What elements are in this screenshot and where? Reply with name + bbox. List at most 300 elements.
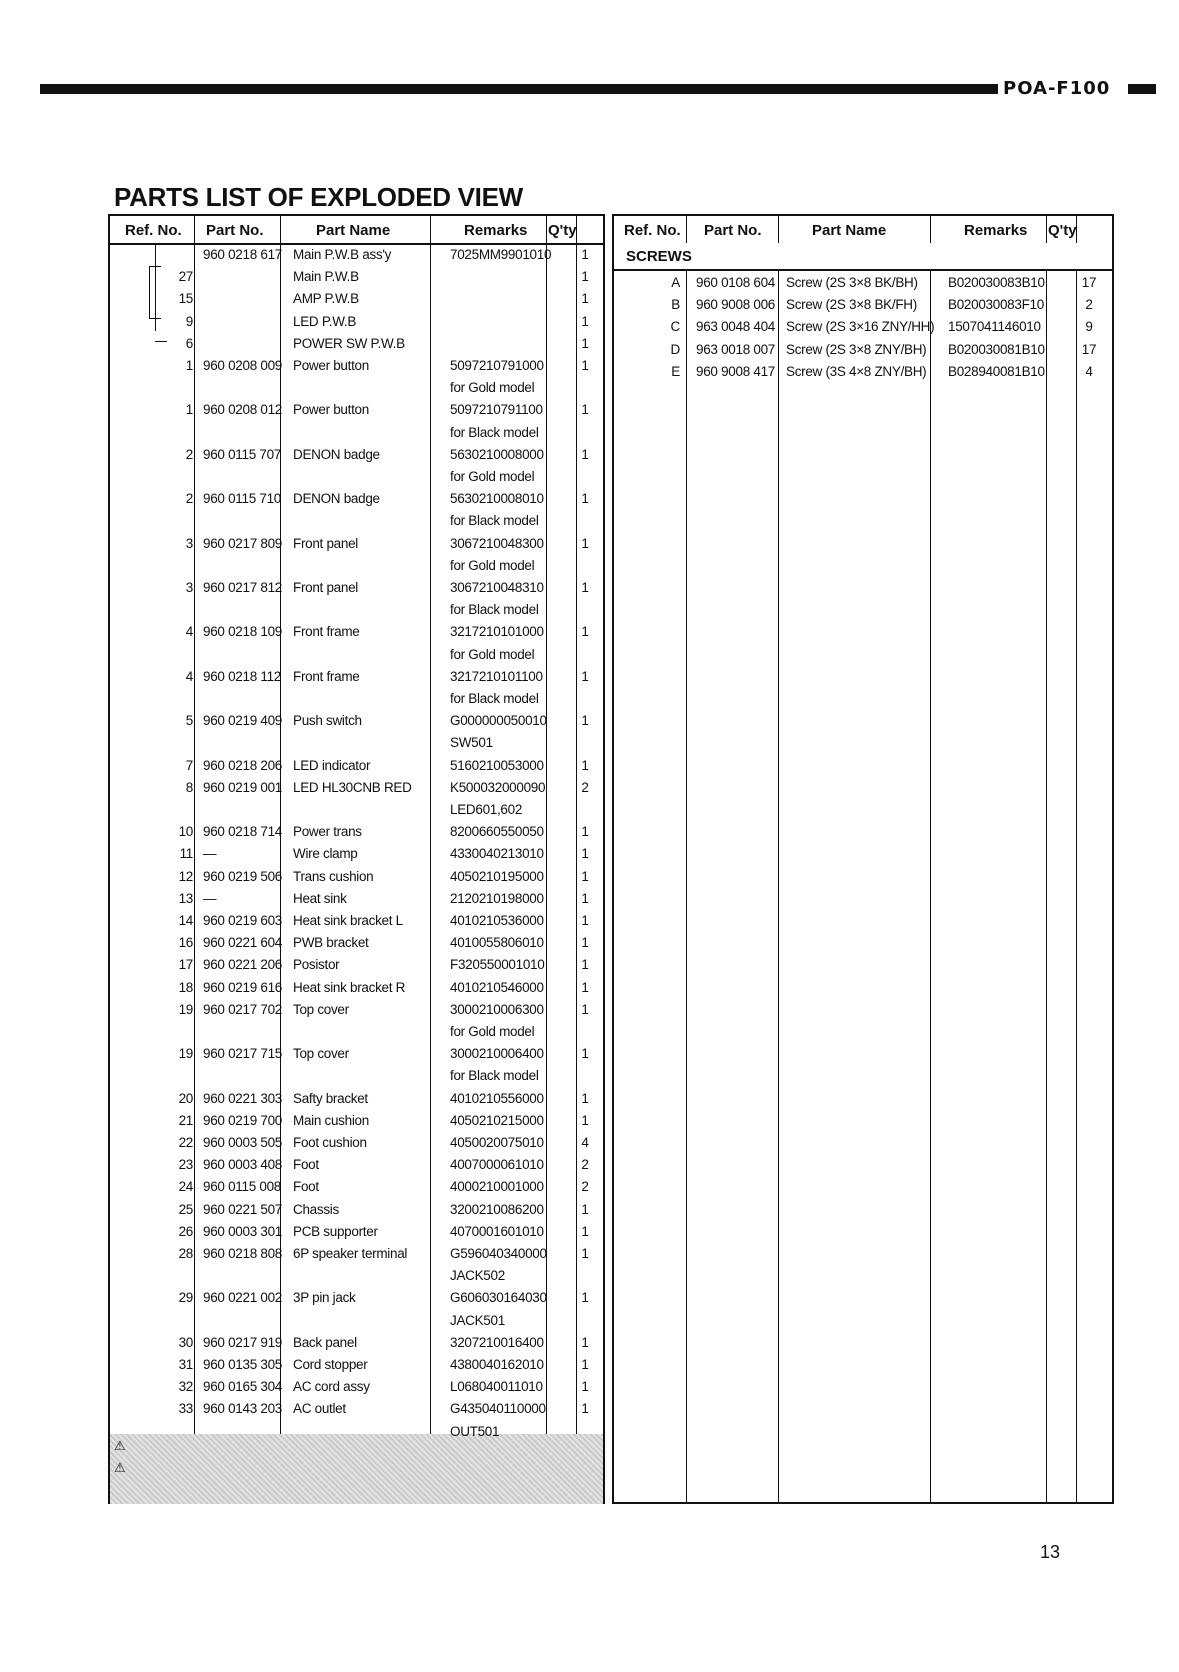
part-no-cell: 960 9008 417 xyxy=(696,363,775,379)
remarks-cell: 5630210008000 xyxy=(450,446,544,462)
remarks-cell: 7025MM9901010 xyxy=(450,247,552,262)
part-no-cell: 960 0218 112 xyxy=(203,668,281,684)
part-name-cell: Push switch xyxy=(293,713,362,729)
part-no-cell: 960 0221 604 xyxy=(203,935,282,951)
safety-highlight xyxy=(110,1434,603,1504)
remarks-cell: 4050210215000 xyxy=(450,1112,544,1128)
remarks-cell: G606030164030 xyxy=(450,1290,547,1306)
ref-cell: 15 xyxy=(178,291,193,307)
remarks-cell: 3217210101100 xyxy=(450,668,543,684)
table-row xyxy=(110,953,603,976)
part-name-cell: Heat sink bracket L xyxy=(293,913,403,928)
table-row xyxy=(110,1331,603,1354)
ref-cell: 5 xyxy=(185,713,193,729)
remarks-cell: 4010210546000 xyxy=(450,979,544,995)
qty-cell: 2 xyxy=(581,1179,589,1195)
ref-cell: 3 xyxy=(185,580,193,595)
qty-cell: 1 xyxy=(581,713,589,729)
table-row xyxy=(110,332,603,355)
remarks-cell: 5097210791100 xyxy=(450,402,543,418)
table-row xyxy=(110,731,603,754)
part-name-cell: Screw (2S 3×16 ZNY/HH) xyxy=(786,319,935,335)
remarks-cell: 5160210053000 xyxy=(450,757,544,773)
remarks-cell: for Gold model xyxy=(450,469,535,484)
col-divider xyxy=(686,216,687,1502)
table-row xyxy=(110,310,603,333)
qty-cell: 1 xyxy=(581,1401,589,1417)
parts-table-right xyxy=(612,214,1114,1504)
qty-cell: 1 xyxy=(581,824,589,840)
table-row xyxy=(110,465,603,488)
col-divider xyxy=(778,216,779,1502)
ref-cell: 24 xyxy=(178,1179,193,1195)
part-name-cell: LED HL30CNB RED xyxy=(293,779,412,795)
header-ref: Ref. No. xyxy=(125,222,182,239)
part-name-cell: AMP P.W.B xyxy=(293,291,359,307)
qty-cell: 1 xyxy=(581,1046,589,1062)
part-name-cell: Foot xyxy=(293,1157,319,1173)
table-row xyxy=(110,1264,603,1287)
remarks-cell: B020030083F10 xyxy=(948,297,1044,313)
part-name-cell: LED P.W.B xyxy=(293,313,357,329)
page-number: 13 xyxy=(1040,1542,1061,1562)
table-row xyxy=(110,509,603,532)
remarks-cell: for Black model xyxy=(450,424,539,440)
qty-cell: 1 xyxy=(581,1112,589,1128)
qty-cell: 1 xyxy=(581,535,589,551)
ref-cell: 28 xyxy=(178,1246,193,1261)
part-name-cell: 6P speaker terminal xyxy=(293,1246,408,1261)
qty-cell: 1 xyxy=(581,757,589,773)
ref-cell: 14 xyxy=(178,913,193,928)
remarks-cell: JACK501 xyxy=(450,1312,505,1328)
qty-cell: 1 xyxy=(581,868,589,884)
table-row xyxy=(110,998,603,1021)
part-name-cell: Chassis xyxy=(293,1201,339,1217)
ref-cell: 25 xyxy=(178,1201,193,1217)
part-no-cell: 960 0143 203 xyxy=(203,1401,282,1417)
ref-cell: A xyxy=(671,275,680,290)
table-row xyxy=(110,1375,603,1398)
part-no-cell: 960 0219 506 xyxy=(203,868,282,884)
header-remarks: Remarks xyxy=(464,222,528,239)
table-row xyxy=(110,931,603,954)
ref-cell: 13 xyxy=(178,890,193,906)
qty-cell: 1 xyxy=(581,291,589,307)
part-no-cell: 960 0003 301 xyxy=(203,1223,282,1239)
table-row xyxy=(110,1153,603,1176)
part-no-cell: — xyxy=(203,846,217,862)
table-row xyxy=(110,1175,603,1198)
remarks-cell: G435040110000 xyxy=(450,1401,546,1417)
page-title: PARTS LIST OF EXPLODED VIEW xyxy=(114,182,523,212)
table-row xyxy=(614,293,1112,316)
part-no-cell: 960 0208 009 xyxy=(203,358,282,373)
qty-cell: 1 xyxy=(581,979,589,995)
qty-cell: 2 xyxy=(581,1157,589,1173)
part-no-cell: 960 0218 206 xyxy=(203,757,282,773)
table-header xyxy=(614,216,1112,245)
table-row xyxy=(110,354,603,377)
part-name-cell: Screw (2S 3×8 BK/BH) xyxy=(786,275,918,290)
part-name-cell: Power trans xyxy=(293,824,362,840)
part-name-cell: Heat sink xyxy=(293,890,347,906)
part-no-cell: 960 0115 710 xyxy=(203,491,281,507)
table-row xyxy=(110,776,603,799)
qty-cell: 1 xyxy=(581,269,589,285)
ref-cell: 18 xyxy=(178,979,193,995)
col-divider xyxy=(1076,216,1077,1502)
ref-cell: 1 xyxy=(185,402,193,418)
remarks-cell: 4000210001000 xyxy=(450,1179,544,1195)
header-rule xyxy=(40,84,998,94)
table-row xyxy=(110,1042,603,1065)
qty-cell: 1 xyxy=(581,1201,589,1217)
qty-cell: 1 xyxy=(581,358,589,373)
part-name-cell: Power button xyxy=(293,402,369,418)
part-name-cell: Safty bracket xyxy=(293,1090,368,1106)
remarks-cell: 4330040213010 xyxy=(450,846,544,862)
remarks-cell: 8200660550050 xyxy=(450,824,544,840)
table-row xyxy=(110,909,603,932)
part-name-cell: Wire clamp xyxy=(293,846,358,862)
part-name-cell: Main P.W.B ass'y xyxy=(293,247,392,262)
qty-cell: 1 xyxy=(581,1379,589,1395)
remarks-cell: 3000210006300 xyxy=(450,1001,544,1017)
ref-cell: 12 xyxy=(178,868,193,884)
part-name-cell: Posistor xyxy=(293,957,340,973)
qty-cell: 1 xyxy=(581,935,589,951)
qty-cell: 4 xyxy=(1085,363,1093,379)
ref-cell: 10 xyxy=(178,824,193,840)
part-name-cell: Top cover xyxy=(293,1046,349,1062)
header-name: Part Name xyxy=(812,222,887,239)
table-row xyxy=(110,576,603,599)
ref-cell: 33 xyxy=(178,1401,193,1417)
part-no-cell: 960 0217 702 xyxy=(203,1001,282,1017)
ref-cell: 2 xyxy=(185,491,193,507)
qty-cell: 1 xyxy=(581,402,589,418)
table-row xyxy=(110,532,603,555)
part-name-cell: Screw (3S 4×8 ZNY/BH) xyxy=(786,363,927,379)
ref-cell: D xyxy=(670,341,680,357)
table-row xyxy=(110,754,603,777)
ref-cell: 19 xyxy=(178,1001,193,1017)
table-row xyxy=(110,820,603,843)
part-name-cell: Foot xyxy=(293,1179,319,1195)
remarks-cell: for Gold model xyxy=(450,557,535,573)
table-row xyxy=(110,798,603,821)
remarks-cell: B020030081B10 xyxy=(948,341,1045,357)
header-remarks: Remarks xyxy=(964,222,1028,239)
qty-cell: 17 xyxy=(1081,275,1097,290)
remarks-cell: 5097210791000 xyxy=(450,358,544,373)
remarks-cell: for Gold model xyxy=(450,646,535,662)
table-row xyxy=(110,376,603,399)
part-no-cell: 960 0217 715 xyxy=(203,1046,282,1062)
part-no-cell: 963 0018 007 xyxy=(696,341,775,357)
remarks-cell: 4007000061010 xyxy=(450,1157,544,1173)
ref-cell: B xyxy=(671,297,680,313)
ref-cell: 16 xyxy=(178,935,193,951)
ref-cell: 30 xyxy=(178,1334,193,1350)
ref-cell: 21 xyxy=(178,1112,193,1128)
qty-cell: 1 xyxy=(581,624,589,640)
remarks-cell: G000000050010 xyxy=(450,713,547,729)
qty-cell: 1 xyxy=(581,335,589,351)
remarks-cell: F320550001010 xyxy=(450,957,545,973)
ref-cell: 22 xyxy=(178,1135,193,1150)
remarks-cell: for Gold model xyxy=(450,380,535,396)
part-no-cell: 960 0219 409 xyxy=(203,713,282,729)
col-divider xyxy=(1046,216,1047,1502)
screws-label: SCREWS xyxy=(626,248,692,265)
qty-cell: 2 xyxy=(581,779,589,795)
table-row xyxy=(110,620,603,643)
part-name-cell: Power button xyxy=(293,358,369,373)
part-name-cell: AC cord assy xyxy=(293,1379,370,1395)
ref-cell: C xyxy=(670,319,680,335)
part-no-cell: 960 0208 012 xyxy=(203,402,282,418)
part-no-cell: 960 0217 812 xyxy=(203,580,282,595)
table-row xyxy=(110,1309,603,1332)
qty-cell: 1 xyxy=(581,1090,589,1106)
remarks-cell: for Black model xyxy=(450,1068,539,1084)
part-no-cell: — xyxy=(203,890,217,906)
part-name-cell: LED indicator xyxy=(293,757,371,773)
table-row xyxy=(110,487,603,510)
table-row xyxy=(614,338,1112,361)
part-name-cell: Screw (2S 3×8 BK/FH) xyxy=(786,297,917,313)
parts-table-left xyxy=(108,214,605,1504)
remarks-cell: 4050210195000 xyxy=(450,868,544,884)
remarks-cell: JACK502 xyxy=(450,1268,505,1284)
ref-cell: 3 xyxy=(185,535,193,551)
remarks-cell: for Black model xyxy=(450,513,539,529)
header-name: Part Name xyxy=(316,222,391,239)
ref-cell: 6 xyxy=(185,335,193,351)
qty-cell: 1 xyxy=(581,846,589,862)
ref-cell: 17 xyxy=(178,957,193,973)
table-row xyxy=(110,1198,603,1221)
remarks-cell: 3217210101000 xyxy=(450,624,544,640)
ref-cell: 23 xyxy=(178,1157,193,1173)
ref-cell: 20 xyxy=(178,1090,193,1106)
remarks-cell: 3200210086200 xyxy=(450,1201,544,1217)
part-no-cell: 960 0219 616 xyxy=(203,979,282,995)
table-row xyxy=(110,1109,603,1132)
ref-cell: E xyxy=(671,363,680,379)
table-row xyxy=(614,315,1112,338)
ref-cell: 11 xyxy=(179,846,193,862)
remarks-cell: for Black model xyxy=(450,691,539,706)
part-no-cell: 960 0218 808 xyxy=(203,1246,282,1261)
part-no-cell: 960 0219 603 xyxy=(203,913,282,928)
part-no-cell: 960 9008 006 xyxy=(696,297,775,313)
qty-cell: 1 xyxy=(581,1290,589,1306)
remarks-cell: 4050020075010 xyxy=(450,1135,544,1150)
model-name: POA-F100 xyxy=(1003,78,1111,99)
table-row xyxy=(110,842,603,865)
qty-cell: 1 xyxy=(581,313,589,329)
table-row xyxy=(110,665,603,688)
remarks-cell: 2120210198000 xyxy=(450,890,544,906)
ref-cell: 8 xyxy=(185,779,193,795)
qty-cell: 1 xyxy=(581,1334,589,1350)
remarks-cell: 3067210048300 xyxy=(450,535,544,551)
part-no-cell: 960 0108 604 xyxy=(696,275,775,290)
part-name-cell: POWER SW P.W.B xyxy=(293,335,405,351)
part-name-cell: Main cushion xyxy=(293,1112,369,1128)
part-name-cell: DENON badge xyxy=(293,446,380,462)
remarks-cell: LED601,602 xyxy=(450,802,523,817)
table-row xyxy=(110,554,603,577)
warning-icon: ⚠ xyxy=(114,1438,126,1453)
table-header xyxy=(110,216,603,245)
part-no-cell: 960 0219 700 xyxy=(203,1112,282,1128)
ref-cell: 4 xyxy=(185,668,193,684)
table-row xyxy=(110,1286,603,1309)
ref-cell: 19 xyxy=(178,1046,193,1062)
remarks-cell: 3000210006400 xyxy=(450,1046,544,1062)
qty-cell: 1 xyxy=(581,247,589,262)
ref-cell: 1 xyxy=(185,358,193,373)
part-no-cell: 960 0221 002 xyxy=(203,1290,282,1306)
table-row xyxy=(110,1397,603,1420)
qty-cell: 1 xyxy=(581,1001,589,1017)
col-divider xyxy=(930,216,931,1502)
qty-cell: 1 xyxy=(581,1357,589,1372)
part-name-cell: Screw (2S 3×8 ZNY/BH) xyxy=(786,341,927,357)
remarks-cell: B020030083B10 xyxy=(948,275,1045,290)
part-name-cell: Cord stopper xyxy=(293,1357,368,1372)
remarks-cell: G596040340000 xyxy=(450,1246,547,1261)
part-no-cell: 960 0115 707 xyxy=(203,446,281,462)
table-row xyxy=(110,265,603,288)
table-row xyxy=(110,1353,603,1376)
table-row xyxy=(110,598,603,621)
part-no-cell: 960 0135 305 xyxy=(203,1357,282,1372)
table-row xyxy=(110,976,603,999)
part-no-cell: 960 0218 617 xyxy=(203,247,282,262)
qty-cell: 1 xyxy=(581,668,589,684)
table-row xyxy=(110,709,603,732)
part-no-cell: 960 0218 714 xyxy=(203,824,282,840)
part-name-cell: Front frame xyxy=(293,624,360,640)
remarks-cell: 3207210016400 xyxy=(450,1334,544,1350)
ref-cell: 31 xyxy=(178,1357,193,1372)
part-name-cell: AC outlet xyxy=(293,1401,346,1417)
part-name-cell: Front frame xyxy=(293,668,360,684)
table-row xyxy=(110,421,603,444)
part-name-cell: Top cover xyxy=(293,1001,349,1017)
remarks-cell: for Gold model xyxy=(450,1024,535,1039)
header-qty: Q'ty xyxy=(548,222,577,239)
table-row xyxy=(614,271,1112,294)
ref-cell: 26 xyxy=(178,1223,193,1239)
qty-cell: 1 xyxy=(581,580,589,595)
qty-cell: 1 xyxy=(581,1246,589,1261)
remarks-cell: 4010210536000 xyxy=(450,913,544,928)
table-row xyxy=(110,398,603,421)
part-no-cell: 960 0003 505 xyxy=(203,1135,282,1150)
warning-icon: ⚠ xyxy=(114,1460,126,1475)
part-name-cell: Foot cushion xyxy=(293,1135,367,1150)
part-name-cell: PWB bracket xyxy=(293,935,369,951)
remarks-cell: 4010210556000 xyxy=(450,1090,544,1106)
part-name-cell: DENON badge xyxy=(293,491,380,507)
part-no-cell: 960 0217 919 xyxy=(203,1334,282,1350)
qty-cell: 4 xyxy=(581,1135,589,1150)
part-name-cell: Front panel xyxy=(293,535,358,551)
part-name-cell: Heat sink bracket R xyxy=(293,979,406,995)
remarks-cell: 1507041146010 xyxy=(948,319,1041,335)
remarks-cell: K500032000090 xyxy=(450,779,546,795)
qty-cell: 1 xyxy=(581,913,589,928)
table-row xyxy=(110,1242,603,1265)
part-no-cell: 960 0221 507 xyxy=(203,1201,282,1217)
table-row xyxy=(110,1131,603,1154)
part-name-cell: Back panel xyxy=(293,1334,357,1350)
screws-section xyxy=(614,243,1112,271)
ref-cell: 7 xyxy=(185,757,193,773)
part-no-cell: 960 0218 109 xyxy=(203,624,282,640)
table-row xyxy=(110,1420,603,1443)
part-name-cell: Main P.W.B xyxy=(293,269,359,285)
part-name-cell: PCB supporter xyxy=(293,1223,378,1239)
table-row xyxy=(110,1087,603,1110)
qty-cell: 2 xyxy=(1085,297,1093,313)
remarks-cell: for Black model xyxy=(450,602,539,618)
part-no-cell: 960 0003 408 xyxy=(203,1157,282,1173)
header-part: Part No. xyxy=(206,222,264,239)
part-name-cell: Front panel xyxy=(293,580,358,595)
table-row xyxy=(110,865,603,888)
remarks-cell: SW501 xyxy=(450,735,493,751)
table-row xyxy=(110,1220,603,1243)
header-qty: Q'ty xyxy=(1048,222,1077,239)
qty-cell: 1 xyxy=(581,491,589,507)
table-row xyxy=(110,443,603,466)
remarks-cell: 4010055806010 xyxy=(450,935,544,951)
qty-cell: 1 xyxy=(581,957,589,973)
remarks-cell: L068040011010 xyxy=(450,1379,543,1395)
remarks-cell: 4380040162010 xyxy=(450,1357,544,1372)
ref-cell: 32 xyxy=(178,1379,193,1395)
table-row xyxy=(110,243,603,266)
qty-cell: 17 xyxy=(1081,341,1097,357)
qty-cell: 9 xyxy=(1085,319,1093,335)
ref-cell: 27 xyxy=(178,269,193,285)
table-row xyxy=(110,643,603,666)
ref-cell: 29 xyxy=(178,1290,193,1306)
ref-cell: 2 xyxy=(185,446,193,462)
part-no-cell: 960 0165 304 xyxy=(203,1379,282,1395)
ref-cell: 9 xyxy=(185,313,193,329)
table-row xyxy=(614,360,1112,383)
part-name-cell: 3P pin jack xyxy=(293,1290,356,1306)
qty-cell: 1 xyxy=(581,1223,589,1239)
remarks-cell: 4070001601010 xyxy=(450,1223,544,1239)
qty-cell: 1 xyxy=(581,890,589,906)
remarks-cell: 5630210008010 xyxy=(450,491,544,507)
header-part: Part No. xyxy=(704,222,762,239)
table-row xyxy=(110,887,603,910)
header-rule-end xyxy=(1128,84,1156,94)
remarks-cell: 3067210048310 xyxy=(450,580,544,595)
header-ref: Ref. No. xyxy=(624,222,681,239)
table-row xyxy=(110,1064,603,1087)
